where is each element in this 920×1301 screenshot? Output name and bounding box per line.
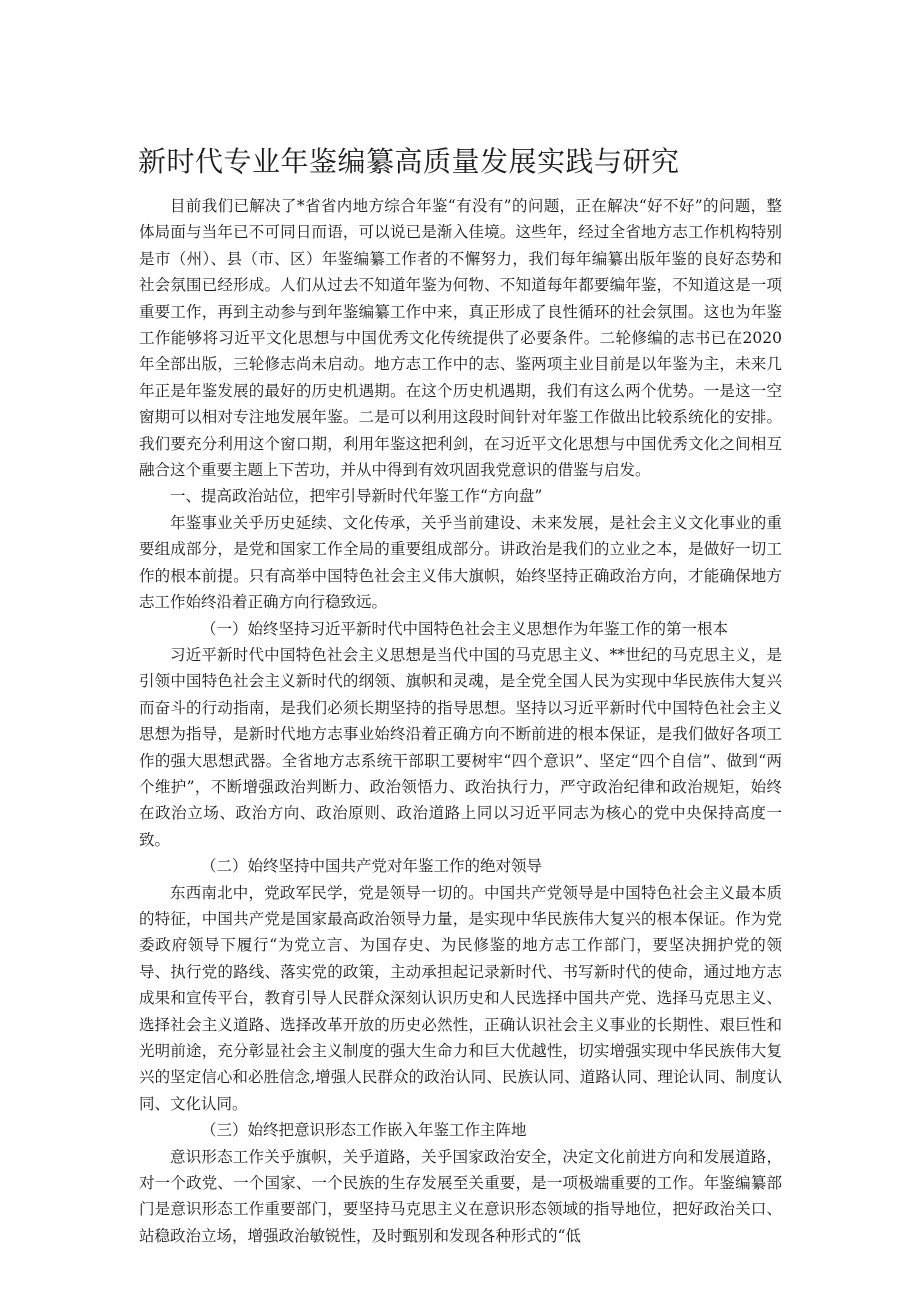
body-paragraph: 目前我们已解决了*省省内地方综合年鉴“有没有”的问题，正在解决“好不好”的问题，整体局面与当年已不可同日而语，可以说已是渐入佳境。这些年，经过全省地方志工作机构特别是市（州）、县（市、区）年鉴编纂工作者的不懈努力，我们每年编纂出版年鉴的良好态势和社会氛围已经形成。人们从过去不知道年鉴为何物、不知道每年都要编年鉴，不知道这是一项重要工作，再到主动参与到年鉴编纂工作中来，真正形成了良性循环的社会氛围。这也为年鉴工作能够将习近平文化思想与中国优秀文化传统提供了必要条件。二轮修编的志书已在2020年全部出版，三轮修志尚未启动。地方志工作中的志、鉴两项主业目前是以年鉴为主，未来几年正是年鉴发展的最好的历史机遇期。在这个历史机遇期，我们有这么两个优势。一是这一空窗期可以相对专注地发展年鉴。二是可以利用这段时间针对年鉴工作做出比较系统化的安排。我们要充分利用这个窗口期，利用年鉴这把利剑，在习近平文化思想与中国优秀文化之间相互融合这个重要主题上下苦功，并从中得到有效巩固我党意识的借鉴与启发。 bbox=[139, 197, 782, 480]
document-title: 新时代专业年鉴编纂高质量发展实践与研究 bbox=[138, 145, 680, 178]
subsection-heading: （二）始终坚持中国共产党对年鉴工作的绝对领导 bbox=[201, 857, 543, 876]
subsection-heading: （一）始终坚持习近平新时代中国特色社会主义思想作为年鉴工作的第一根本 bbox=[201, 619, 729, 638]
body-paragraph: 年鉴事业关乎历史延续、文化传承，关乎当前建设、未来发展，是社会主义文化事业的重要组成部分，是党和国家工作全局的重要组成部分。讲政治是我们的立业之本，是做好一切工作的根本前提。只有高举中国特色社会主义伟大旗帜，始终坚持正确政治方向，才能确保地方志工作始终沿着正确方向行稳致远。 bbox=[139, 513, 782, 612]
subsection-heading: （三）始终把意识形态工作嵌入年鉴工作主阵地 bbox=[201, 1121, 527, 1140]
body-paragraph: 习近平新时代中国特色社会主义思想是当代中国的马克思主义、**世纪的马克思主义，是引领中国特色社会主义新时代的纲领、旗帜和灵魂，是全党全国人民为实现中华民族伟大复兴而奋斗的行动指南，是我们必须长期坚持的指导思想。坚持以习近平新时代中国特色社会主义思想为指导，是新时代地方志事业始终沿着正确方向不断前进的根本保证，是我们做好各项工作的强大思想武器。全省地方志系统干部职工要树牢“四个意识”、坚定“四个自信”、做到“两个维护”，不断增强政治判断力、政治领悟力、政治执行力，严守政治纪律和政治规矩，始终在政治立场、政治方向、政治原则、政治道路上同以习近平同志为核心的党中央保持高度一致。 bbox=[139, 645, 782, 849]
body-paragraph: 东西南北中，党政军民学，党是领导一切的。中国共产党领导是中国特色社会主义最本质的特征，中国共产党是国家最高政治领导力量，是实现中华民族伟大复兴的根本保证。作为党委政府领导下履行“为党立言、为国存史、为民修鉴的地方志工作部门，要坚决拥护党的领导、执行党的路线、落实党的政策，主动承担起记录新时代、书写新时代的使命，通过地方志成果和宣传平台，教育引导人民群众深刻认识历史和人民选择中国共产党、选择马克思主义、选择社会主义道路、选择改革开放的历史必然性，正确认识社会主义事业的长期性、艰巨性和光明前途，充分彰显社会主义制度的强大生命力和巨大优越性，切实增强实现中华民族伟大复兴的坚定信心和必胜信念,增强人民群众的政治认同、民族认同、道路认同、理论认同、制度认同、文化认同。 bbox=[139, 883, 782, 1113]
document-body bbox=[139, 193, 782, 1249]
section-heading: 一、提高政治站位，把牢引导新时代年鉴工作“方向盘” bbox=[170, 487, 543, 506]
body-paragraph: 意识形态工作关乎旗帜，关乎道路，关乎国家政治安全，决定文化前进方向和发展道路，对一个政党、一个国家、一个民族的生存发展至关重要，是一项极端重要的工作。年鉴编纂部门是意识形态工作重要部门，要坚持马克思主义在意识形态领域的指导地位，把好政治关口、站稳政治立场，增强政治敏锐性，及时甄别和发现各种形式的“低 bbox=[139, 1147, 782, 1245]
